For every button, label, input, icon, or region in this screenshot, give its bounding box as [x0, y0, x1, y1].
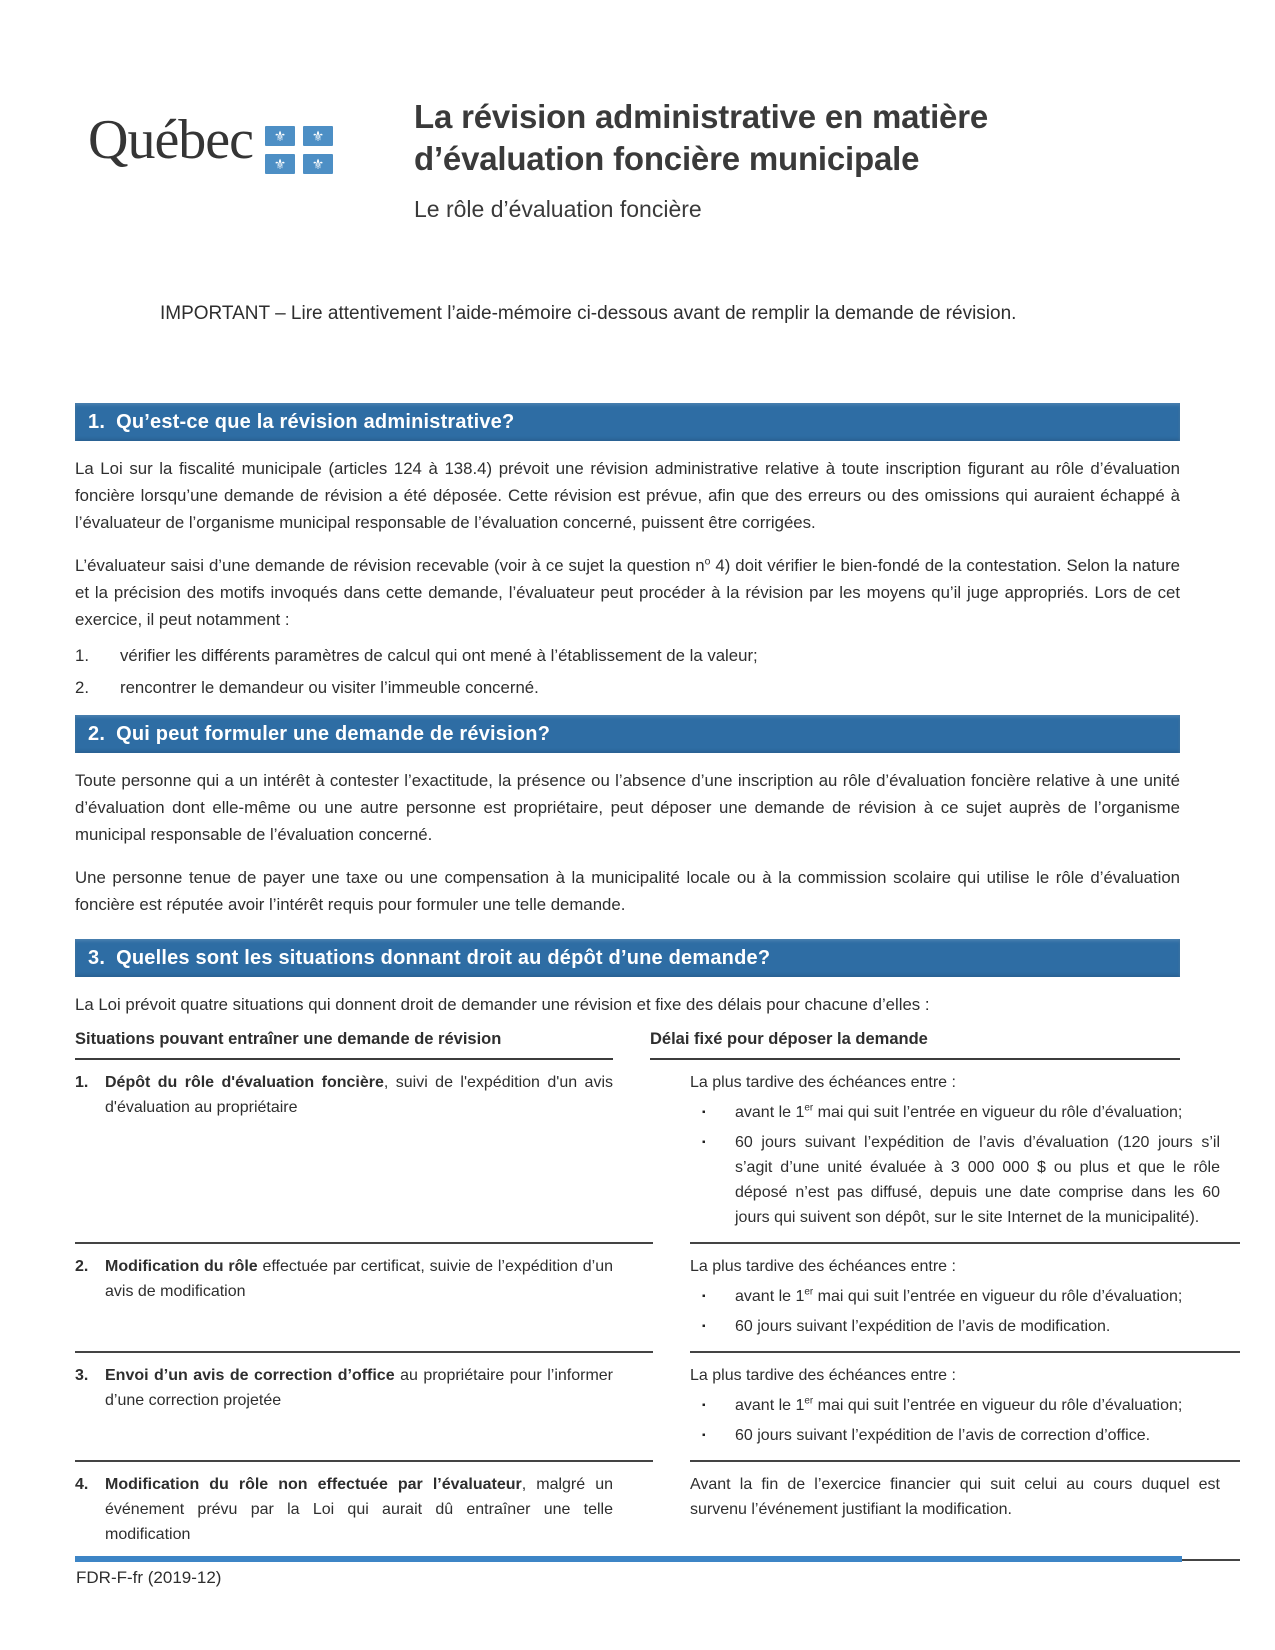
section-2-header [75, 715, 1180, 753]
square-bullet-icon: ▪ [702, 1107, 706, 1118]
section-2-paragraph-1: Toute personne qui a un intérêt à contester l’exactitude, la présence ou l’absence d’une inscription au rôle d’évaluation foncière relative à une unité d’évaluation dont elle-même ou une autre personne est propriétaire, peut déposer une demande de révision à ce sujet auprès de l’organisme municipal responsable de l’évaluation concerné. [75, 771, 1180, 844]
section-1-number: 1. [88, 411, 106, 433]
footer-rule [75, 1556, 1182, 1562]
bullet-item: ▪ 60 jours suivant l’expédition de l’avis de modification. [690, 1314, 1220, 1339]
deadline-cell: La plus tardive des échéances entre : ▪ avant le 1er mai qui suit l’entrée en vigueur du rôle d’évaluation; ▪ 60 jours suivant l’expédition de l’avis de correction d’office. [690, 1353, 1240, 1462]
form-code: FDR-F-fr (2019-12) [76, 1568, 222, 1587]
bullet-item: ▪ avant le 1er mai qui suit l’entrée en vigueur du rôle d’évaluation; [690, 1284, 1220, 1309]
situation-cell: 3. Envoi d’un avis de correction d’office au propriétaire pour l’informer d’une correction projetée [75, 1353, 653, 1462]
situation-cell: 4. Modification du rôle non effectuée par l’évaluateur, malgré un événement prévu par la Loi qui aurait dû entraîner une telle modification [75, 1462, 653, 1561]
bullet-item: ▪ avant le 1er mai qui suit l’entrée en vigueur du rôle d’évaluation; [690, 1100, 1220, 1125]
bullet-item: ▪ avant le 1er mai qui suit l’entrée en vigueur du rôle d’évaluation; [690, 1393, 1220, 1418]
superscript-er: er [804, 1286, 814, 1298]
bullet-item: ▪ 60 jours suivant l’expédition de l’avis de correction d’office. [690, 1423, 1220, 1448]
fleur-de-lis-icon: ⚜ [265, 126, 295, 146]
document-title-line1: La révision administrative en matière [414, 98, 988, 135]
square-bullet-icon: ▪ [702, 1137, 706, 1148]
superscript-er: er [804, 1395, 814, 1407]
square-bullet-icon: ▪ [702, 1291, 706, 1302]
square-bullet-icon: ▪ [702, 1400, 706, 1411]
column-header-delai: Délai fixé pour déposer la demande [650, 1030, 1180, 1060]
important-notice: IMPORTANT – Lire attentivement l’aide-mémoire ci-dessous avant de remplir la demande de révision. [160, 303, 1017, 324]
superscript-o: o [704, 556, 711, 568]
section-1-header [75, 403, 1180, 441]
list-item: 2. rencontrer le demandeur ou visiter l’immeuble concerné. [75, 678, 539, 697]
square-bullet-icon: ▪ [702, 1321, 706, 1332]
table-header-row [75, 1030, 1180, 1060]
situation-cell: 1. Dépôt du rôle d'évaluation foncière, suivi de l'expédition d'un avis d'évaluation au propriétaire [75, 1060, 653, 1244]
fleur-de-lis-icon: ⚜ [303, 126, 333, 146]
section-1-paragraph-1: La Loi sur la fiscalité municipale (articles 124 à 138.4) prévoit une révision administrative relative à toute inscription figurant au rôle d’évaluation foncière lorsqu’une demande de révision a été déposée. Cette révision est prévue, afin que des erreurs ou des omissions qui auraient échappé à l’évaluateur de l’organisme municipal responsable de l’évaluation concerné, puissent être corrigées. [75, 459, 1180, 532]
document-title [414, 96, 1114, 180]
quebec-flag-icon [265, 126, 333, 174]
section-2-paragraph-2: Une personne tenue de payer une taxe ou une compensation à la municipalité locale ou à la commission scolaire qui utilise le rôle d’évaluation foncière est réputée avoir l’intérêt requis pour formuler une telle demande. [75, 868, 1180, 914]
deadline-cell: La plus tardive des échéances entre : ▪ avant le 1er mai qui suit l’entrée en vigueur du rôle d’évaluation; ▪ 60 jours suivant l’expédition de l’avis d’évaluation (120 jours s’il s’agit d’une unité évaluée à 3 000 000 $ ou plus et que le rôle déposé n’est pas diffusé, depuis une date comprise dans les 60 jours qui suivent son dépôt, sur le site Internet de la municipalité). [690, 1060, 1240, 1244]
deadline-cell: La plus tardive des échéances entre : ▪ avant le 1er mai qui suit l’entrée en vigueur du rôle d’évaluation; ▪ 60 jours suivant l’expédition de l’avis de modification. [690, 1244, 1240, 1353]
section-3-header [75, 939, 1180, 977]
section-1-title: Qu’est-ce que la révision administrative? [116, 411, 515, 433]
situation-cell: 2. Modification du rôle effectuée par certificat, suivie de l’expédition d’un avis de modification [75, 1244, 653, 1353]
superscript-er: er [804, 1102, 814, 1114]
section-3-intro: La Loi prévoit quatre situations qui donnent droit de demander une révision et fixe des délais pour chacune d’elles : [75, 995, 930, 1014]
fleur-de-lis-icon: ⚜ [265, 154, 295, 174]
section-2-number: 2. [88, 723, 106, 745]
document-body [75, 403, 1220, 1561]
quebec-wordmark: Québec [88, 109, 254, 171]
quebec-logo [88, 109, 333, 174]
section-2-title: Qui peut formuler une demande de révision? [116, 723, 551, 745]
section-3-title: Quelles sont les situations donnant droit au dépôt d’une demande? [116, 947, 771, 969]
table-row [75, 1244, 1183, 1353]
section-1-list [75, 642, 1180, 701]
situations-table [75, 1030, 1220, 1561]
fleur-de-lis-icon: ⚜ [303, 154, 333, 174]
deadline-cell: Avant la fin de l’exercice financier qui suit celui au cours duquel est survenu l’événement justifiant la modification. [690, 1462, 1240, 1561]
document-subtitle: Le rôle d’évaluation foncière [414, 195, 702, 222]
section-3-number: 3. [88, 947, 106, 969]
square-bullet-icon: ▪ [702, 1430, 706, 1441]
column-header-situations: Situations pouvant entraîner une demande de révision [75, 1030, 613, 1060]
table-row [75, 1060, 1220, 1244]
table-row [75, 1462, 1220, 1561]
section-1-paragraph-2: L’évaluateur saisi d’une demande de révision recevable (voir à ce sujet la question $n^o$ 4) doit vérifier le bien-fondé de la contestation. Selon la nature et la précision des motifs invoqués dans cette demande, l’évaluateur peut procéder à la révision par les moyens qu’il juge appropriés. Lors de cet exercice, il peut notamment : [75, 556, 1180, 629]
list-item: 1. vérifier les différents paramètres de calcul qui ont mené à l’établissement de la valeur; [75, 646, 758, 665]
title-block [414, 96, 1114, 223]
bullet-item: ▪ 60 jours suivant l’expédition de l’avis d’évaluation (120 jours s’il s’agit d’une unité évaluée à 3 000 000 $ ou plus et que le rôle déposé n’est pas diffusé, depuis une date comprise dans les 60 jours qui suivent son dépôt, sur le site Internet de la municipalité). [690, 1130, 1220, 1230]
table-row [75, 1353, 1183, 1462]
document-title-line2: d’évaluation foncière municipale [414, 139, 920, 177]
